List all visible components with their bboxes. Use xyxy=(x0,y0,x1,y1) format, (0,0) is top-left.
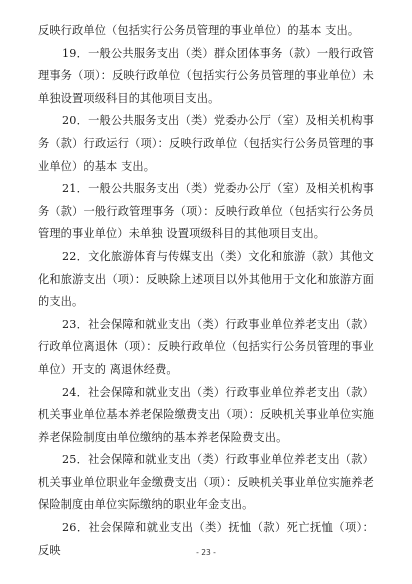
paragraph-item-23: 23．社会保障和就业支出（类）行政事业单位养老支出（款）行政单位离退休（项）：反映行政单位（包括实行公务员管理的事业单位）开支的 离退休经费。 xyxy=(38,317,374,376)
paragraph-item-20: 20．一般公共服务支出（类）党委办公厅（室）及相关机构事务（款）行政运行（项）：反映行政单位（包括实行公务员管理的事业单位）的基本 支出。 xyxy=(38,114,374,173)
paragraph-item-26: 26．社会保障和就业支出（类）抚恤（款）死亡抚恤（项）：反映 xyxy=(38,521,374,557)
paragraph-item-21: 21．一般公共服务支出（类）党委办公厅（室）及相关机构事务（款）一般行政管理事务（项）：反映行政单位（包括实行公务员管理的事业单位）未单独 设置项级科目的其他项目支出。 xyxy=(38,182,374,241)
paragraph-item-25: 25．社会保障和就业支出（类）行政事业单位养老支出（款）机关事业单位职业年金缴费支出（项）：反映机关事业单位实施养老保险制度由单位实际缴纳的职业年金支出。 xyxy=(38,453,374,512)
paragraph-item-24: 24．社会保障和就业支出（类）行政事业单位养老支出（款）机关事业单位基本养老保险缴费支出（项）：反映机关事业单位实施养老保险制度由单位缴纳的基本养老保险费支出。 xyxy=(38,385,374,444)
paragraph-continuation: 反映行政单位（包括实行公务员管理的事业单位）的基本 支出。 xyxy=(38,24,360,37)
paragraph-item-22: 22．文化旅游体育与传媒支出（类）文化和旅游（款）其他文化和旅游支出（项）：反映除上述项目以外其他用于文化和旅游方面的支出。 xyxy=(38,249,374,309)
paragraph-item-19: 19．一般公共服务支出（类）群众团体事务（款）一般行政管理事务（项）：反映行政单位（包括实行公务员管理的事业单位）未单独设置项级科目的其他项目支出。 xyxy=(38,46,374,105)
page-number: - 23 - xyxy=(196,548,216,557)
